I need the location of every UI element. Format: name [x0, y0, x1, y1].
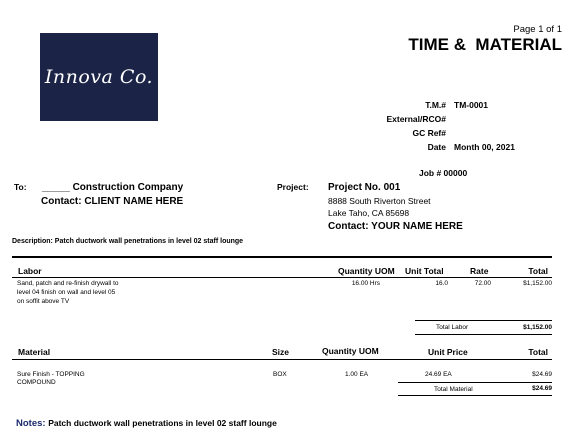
labor-top-rule [12, 256, 552, 258]
material-header-unit-price: Unit Price [428, 347, 468, 357]
labor-header-qty-uom: Quantity UOM [338, 266, 395, 276]
company-logo [40, 33, 158, 121]
material-total-rule-bottom [398, 395, 552, 396]
tm-label: T.M.# [425, 100, 446, 110]
description [12, 238, 243, 245]
material-header-size: Size [272, 347, 290, 357]
material-header-rule [12, 359, 552, 360]
gc-ref-label: GC Ref# [412, 128, 446, 138]
client-contact: Contact: CLIENT NAME HERE [41, 196, 184, 207]
description-label: Description: [12, 238, 53, 245]
to-label: To: [14, 182, 27, 192]
description-text: Patch ductwork wall penetrations in level 02 staff lounge [54, 238, 244, 245]
material-total-rule [398, 382, 552, 383]
labor-total-rule [415, 320, 552, 321]
labor-total-rule-bottom [415, 334, 552, 335]
total-labor-value: $1,152.00 [523, 324, 552, 331]
date-label: Date [427, 142, 446, 152]
material-item-line2: COMPOUND [17, 379, 56, 386]
material-unit-price: 24.69 EA [425, 371, 452, 378]
material-header-qty-uom: Quantity UOM [322, 346, 379, 356]
material-header-item: Material [18, 347, 51, 357]
external-rco-label: External/RCO# [386, 114, 446, 124]
logo-text: Innova Co. [44, 66, 154, 88]
tm-value: TM-0001 [454, 100, 489, 110]
project-contact: Contact: YOUR NAME HERE [328, 221, 463, 232]
labor-header-item: Labor [18, 266, 42, 276]
page-number: Page 1 of 1 [513, 24, 562, 35]
total-labor-label: Total Labor [436, 324, 469, 331]
date-value: Month 00, 2021 [454, 142, 515, 152]
labor-header-rate: Rate [470, 266, 489, 276]
material-total: $24.69 [532, 371, 552, 378]
job-number: Job # 00000 [419, 168, 468, 178]
labor-rate: 72.00 [474, 280, 491, 287]
project-name: Project No. 001 [328, 182, 401, 193]
notes-text: Patch ductwork wall penetrations in level 02 staff lounge [48, 418, 277, 428]
project-address-line2: Lake Taho, CA 85698 [328, 208, 410, 218]
material-item-line1: Sure Finish - TOPPING [17, 371, 85, 378]
material-size: BOX [273, 371, 287, 378]
project-address-line1: 8888 South Riverton Street [328, 196, 431, 206]
labor-item-line2: level 04 finish on wall and level 05 [17, 289, 116, 296]
labor-total: $1,152.00 [523, 280, 552, 287]
notes-label: Notes: [16, 418, 46, 429]
notes [16, 418, 277, 429]
labor-qty: 16.00 Hrs [351, 280, 380, 287]
material-qty: 1.00 EA [345, 371, 369, 378]
labor-unit-total: 16.0 [435, 280, 448, 287]
material-header-total: Total [528, 347, 548, 357]
labor-header-total: Total [528, 266, 548, 276]
document-title: TIME & MATERIAL [408, 35, 562, 54]
project-label: Project: [277, 182, 309, 192]
labor-item-line1: Sand, patch and re-finish drywall to [17, 280, 119, 287]
client-company: _____ Construction Company [42, 182, 184, 193]
total-material-label: Total Material [434, 386, 473, 393]
labor-header-rule [12, 277, 552, 278]
labor-header-unit-total: Unit Total [405, 266, 444, 276]
total-material-value: $24.69 [532, 385, 552, 392]
labor-item-line3: on soffit above TV [17, 298, 70, 305]
